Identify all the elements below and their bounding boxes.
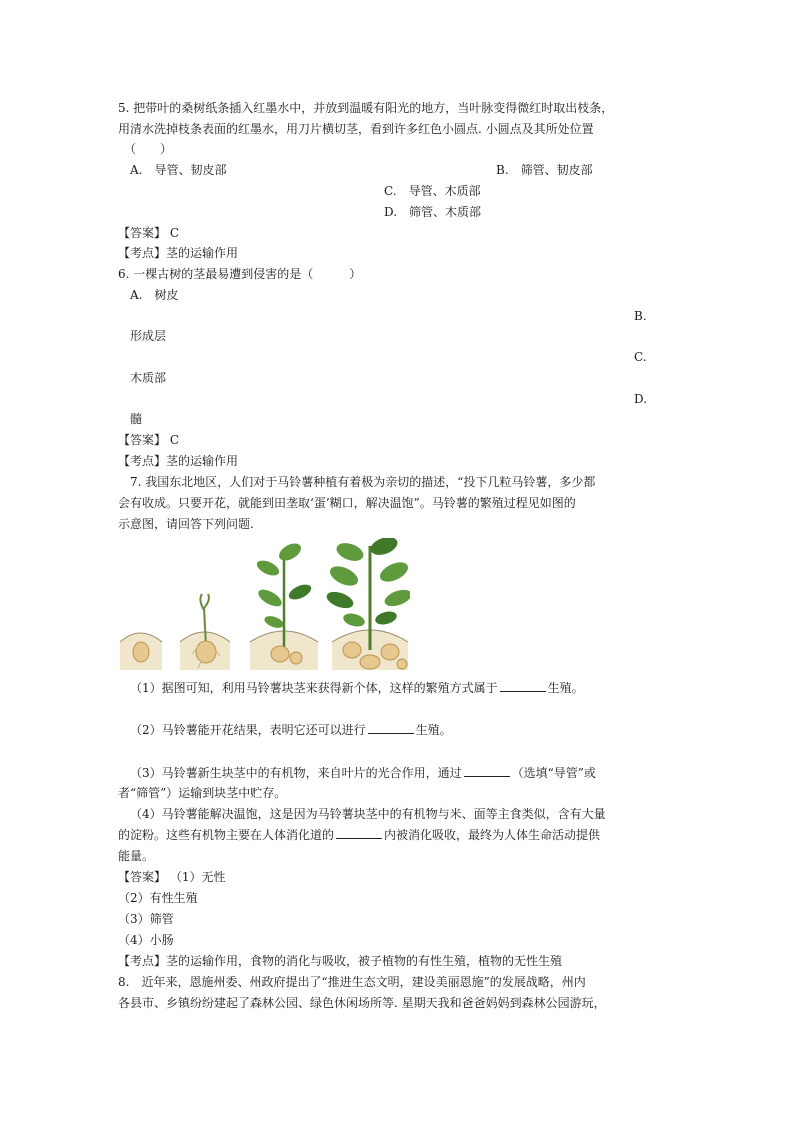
q7-answer (118, 869, 225, 885)
q6-option-c-text: 木质部 (130, 371, 167, 385)
q5-stem-line1: 5. 把带叶的桑树纸条插入红墨水中，并放到温暖有阳光的地方，当叶脉变得微红时取出枝条， (118, 101, 614, 115)
q6-option-d-letter: D. (634, 392, 648, 406)
q7-sub2 (130, 722, 452, 738)
q7-answer-1: （1）无性 (169, 870, 226, 884)
q5-answer-bracket: （ ） (124, 142, 173, 156)
q7-sub4-text-before: 的淀粉。这些有机物主要在人体消化道的 (118, 828, 335, 842)
potato-stage-2 (180, 594, 230, 670)
q7-sub1-blank (500, 681, 546, 692)
q8-stem-line2: 各县市、乡镇纷纷建起了森林公园、绿色休闲场所等. 星期天我和爸爸妈妈到森林公园游玩， (118, 996, 606, 1010)
q6-option-b-letter: B. (634, 309, 647, 323)
q5-option-a: A. 导管、韧皮部 (130, 163, 227, 177)
q5-answer: 【答案】 C (118, 226, 179, 240)
q7-sub3-text-after: （选填“导管”或 (511, 766, 596, 780)
q7-sub4-line3: 能量。 (118, 849, 155, 863)
q7-answer-3: （3）筛管 (118, 912, 174, 926)
q7-answer-2: （2）有性生殖 (118, 891, 198, 905)
q6-option-b-text: 形成层 (130, 329, 167, 343)
q8-stem-line1: 8. 近年来，恩施州委、州政府提出了“推进生态文明，建设美丽恩施”的发展战略，州内 (118, 975, 586, 989)
q7-sub2-text-after: 生殖。 (415, 723, 452, 737)
q7-stem-line3: 示意图，请回答下列问题. (118, 517, 254, 531)
q6-answer: 【答案】 C (118, 433, 179, 447)
q7-sub4-line2 (118, 827, 600, 843)
q7-sub3-text-before: （3）马铃薯新生块茎中的有机物，来自叶片的光合作用，通过 (130, 766, 462, 780)
potato-stage-1 (120, 633, 162, 670)
q6-stem: 6. 一棵古树的茎最易遭到侵害的是（ ） (118, 267, 362, 281)
q7-topic: 【考点】茎的运输作用，食物的消化与吸收，被子植物的有性生殖，植物的无性生殖 (118, 954, 563, 968)
q7-sub2-blank (368, 723, 414, 734)
q7-sub4-text-after: 内被消化吸收，最终为人体生命活动提供 (384, 828, 601, 842)
q6-topic: 【考点】茎的运输作用 (118, 454, 239, 468)
q5-stem-line2: 用清水洗掉枝条表面的红墨水，用刀片横切茎，看到许多红色小圆点. 小圆点及其所处位置 (118, 122, 594, 136)
q6-option-d-text: 髓 (130, 412, 143, 426)
q6-option-c-letter: C. (634, 350, 647, 364)
q5-option-b: B. 筛管、韧皮部 (496, 163, 593, 177)
q7-sub3-line1 (130, 765, 596, 781)
potato-stage-3 (250, 540, 318, 670)
q7-sub4-line1: （4）马铃薯能解决温饱，这是因为马铃薯块茎中的有机物与米、面等主食类似，含有大量 (130, 807, 606, 821)
q7-answer-label: 【答案】 (118, 870, 167, 884)
q7-sub2-text-before: （2）马铃薯能开花结果，表明它还可以进行 (130, 723, 366, 737)
q7-answer-4: （4）小肠 (118, 933, 174, 947)
q7-sub1-text-after: 生殖。 (547, 681, 584, 695)
q5-option-d: D. 筛管、木质部 (384, 205, 482, 219)
q7-stem-line1: 7. 我国东北地区，人们对于马铃薯种植有着极为亲切的描述，“投下几粒马铃薯，多少都 (130, 475, 596, 489)
q7-sub1-text-before: （1）据图可知，利用马铃薯块茎来获得新个体，这样的繁殖方式属于 (130, 681, 498, 695)
q5-topic: 【考点】茎的运输作用 (118, 246, 239, 260)
potato-reproduction-figure (118, 538, 410, 672)
q7-stem-line2: 会有收成。只要开花，就能到田垄取‘蛋’糊口，解决温饱”。马铃薯的繁殖过程见如图的 (118, 496, 576, 510)
q7-sub1 (130, 680, 584, 696)
potato-stage-4 (324, 538, 410, 670)
q5-option-c: C. 导管、木质部 (384, 184, 481, 198)
q7-sub3-blank (464, 766, 510, 777)
q7-sub4-blank (336, 828, 382, 839)
q6-option-a: A. 树皮 (130, 288, 179, 302)
q7-sub3-line2: 者“筛管”）运输到块茎中贮存。 (118, 786, 287, 800)
